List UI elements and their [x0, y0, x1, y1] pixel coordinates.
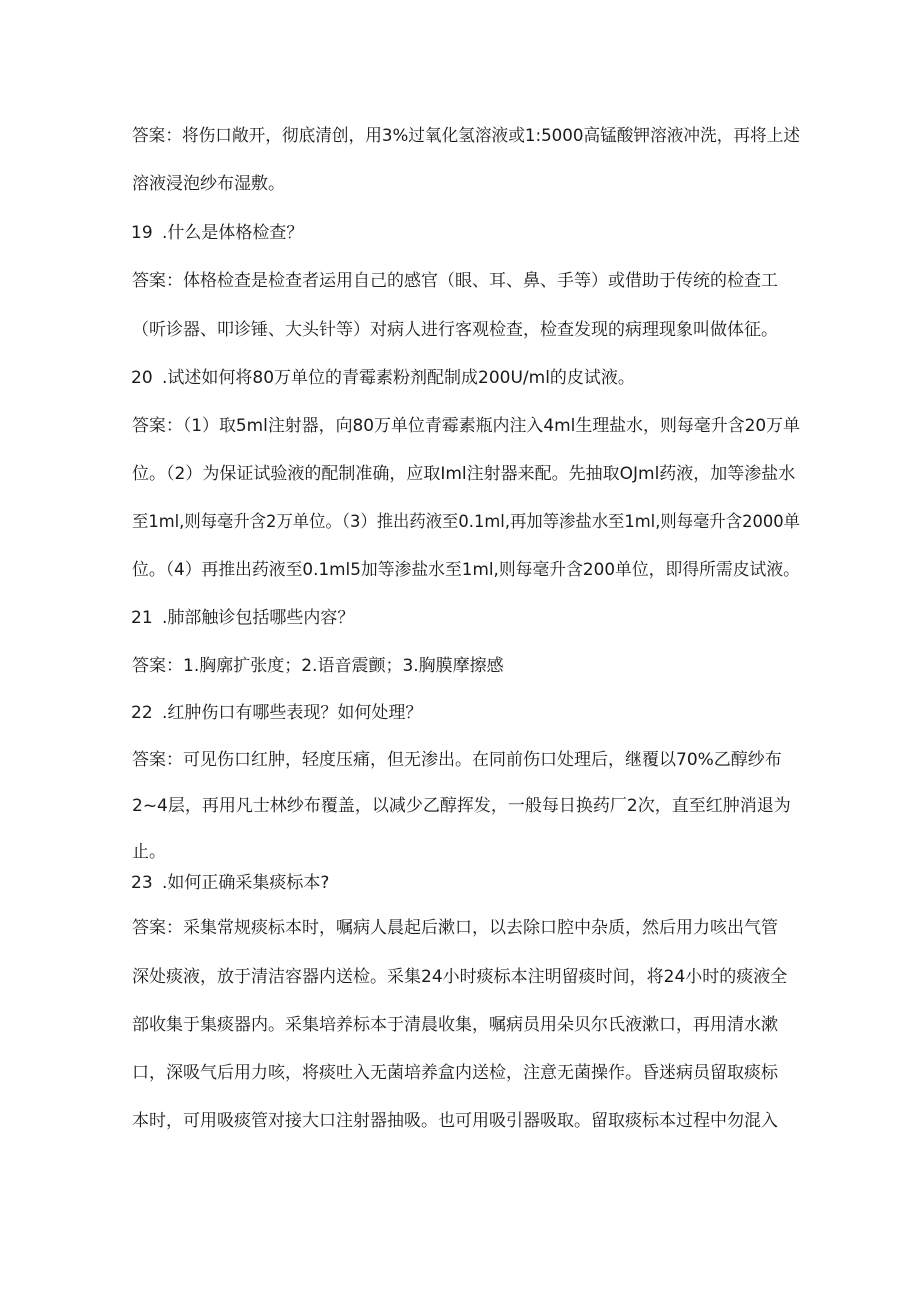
answer-19-line-1: 答案：体格检查是检查者运用自己的感官（眼、耳、鼻、手等）或借助于传统的检查工 [132, 271, 778, 291]
answer-18-line-1: 答案：将伤口敞开，彻底清创，用3%过氧化氢溶液或1:5000高锰酸钾溶液冲洗，再将上述 [132, 126, 801, 146]
answer-21-line-1: 答案：1.胸廓扩张度；2.语音震颤；3.胸膜摩擦感 [132, 656, 504, 676]
answer-20-line-4: 位。（4）再推出药液至0.1ml5加等渗盐水至1ml,则每毫升含200单位，即得所需皮试液。 [132, 560, 800, 580]
answer-20-line-2: 位。（2）为保证试验液的配制准确，应取Iml注射器来配。先抽取OJml药液，加等渗盐水 [132, 464, 796, 484]
question-23-text: .如何正确采集痰标本? [162, 873, 330, 893]
question-22-number: 22 [131, 703, 153, 723]
answer-22-line-1: 答案：可见伤口红肿，轻度压痛，但无渗出。在同前伤口处理后，继覆以70%乙醇纱布 [132, 750, 782, 770]
answer-20-line-3: 至1ml,则每毫升含2万单位。（3）推出药液至0.1ml,再加等渗盐水至1ml,则每毫升含2000单 [132, 512, 801, 532]
question-20 [131, 366, 635, 390]
answer-18-line-2: 溶液浸泡纱布湿敷。 [132, 174, 285, 194]
question-21 [131, 606, 354, 630]
question-22-text: .红肿伤口有哪些表现？如何处理？ [162, 703, 423, 723]
question-21-number: 21 [131, 608, 153, 628]
answer-22-line-3: 止。 [132, 842, 166, 862]
answer-23-line-2: 深处痰液，放于清洁容器内送检。采集24小时痰标本注明留痰时间，将24小时的痰液全 [132, 967, 788, 987]
answer-22-line-2: 2~4层，再用凡士林纱布覆盖，以减少乙醇挥发，一般每日换药厂2次，直至红肿消退为 [132, 796, 791, 816]
question-20-number: 20 [131, 368, 153, 388]
question-22 [131, 701, 422, 725]
question-23 [131, 871, 329, 895]
question-21-text: .肺部触诊包括哪些内容？ [162, 608, 355, 628]
answer-23-line-4: 口，深吸气后用力咳，将痰吐入无菌培养盒内送检，注意无菌操作。昏迷病员留取痰标 [132, 1063, 778, 1083]
answer-19-line-2: （听诊器、叩诊锤、大头针等）对病人进行客观检查，检查发现的病理现象叫做体征。 [132, 320, 778, 340]
question-19-text: .什么是体格检查？ [162, 223, 304, 243]
answer-20-line-1: 答案：（1）取5ml注射器，向80万单位青霉素瓶内注入4ml生理盐水，则每毫升含20万单 [132, 416, 801, 436]
question-19-number: 19 [131, 223, 153, 243]
question-23-number: 23 [131, 873, 153, 893]
answer-23-line-3: 部收集于集痰器内。采集培养标本于清晨收集，嘱病员用朵贝尔氏液漱口，再用清水漱 [132, 1015, 778, 1035]
question-20-text: .试述如何将80万单位的青霉素粉剂配制成200U∕ml的皮试液。 [162, 368, 635, 388]
question-19 [131, 221, 303, 245]
answer-23-line-1: 答案：采集常规痰标本时，嘱病人晨起后漱口，以去除口腔中杂质，然后用力咳出气管 [132, 918, 778, 938]
answer-23-line-5: 本时，可用吸痰管对接大口注射器抽吸。也可用吸引器吸取。留取痰标本过程中勿混入 [132, 1111, 778, 1131]
